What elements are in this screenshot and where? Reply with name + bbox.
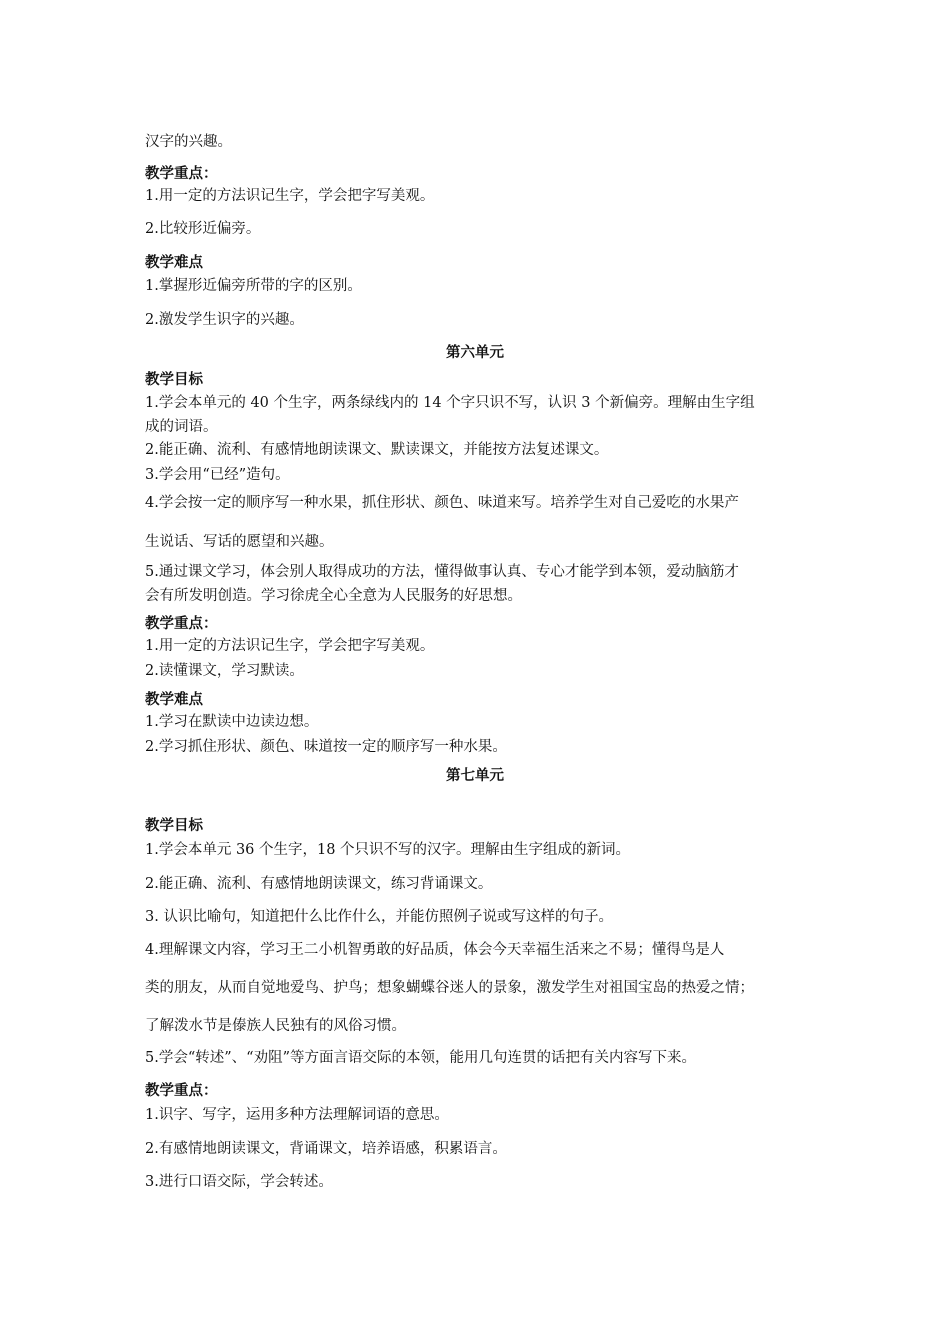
unit6-goal-line: 生说话、写话的愿望和兴趣。: [145, 534, 334, 550]
unit6-goal-line: 成的词语。: [145, 419, 218, 435]
unit5-key-points-heading: 教学重点：: [145, 166, 218, 182]
unit7-goal-line: 1.学会本单元 36 个生字，18 个只识不写的汉字。理解由生字组成的新词。: [145, 842, 631, 858]
unit6-goal-line: 2.能正确、流利、有感情地朗读课文、默读课文，并能按方法复述课文。: [145, 442, 609, 458]
unit7-goal-line: 5.学会“转述”、“劝阻”等方面言语交际的本领，能用几句连贯的话把有关内容写下来。: [145, 1050, 696, 1066]
unit6-goal-line: 1.学会本单元的 40 个生字，两条绿线内的 14 个字只识不写，认识 3 个新偏旁。理解由生字组: [145, 395, 755, 411]
unit6-key-point: 1.用一定的方法识记生字，学会把字写美观。: [145, 638, 435, 654]
unit6-goal-line: 4.学会按一定的顺序写一种水果，抓住形状、颜色、味道来写。培养学生对自己爱吃的水果产: [145, 495, 739, 511]
unit5-difficulties-heading: 教学难点: [145, 255, 203, 271]
unit5-key-point: 1.用一定的方法识记生字，学会把字写美观。: [145, 188, 435, 204]
unit7-key-point: 1.识字、写字，运用多种方法理解词语的意思。: [145, 1107, 449, 1123]
unit6-goal-line: 会有所发明创造。学习徐虎全心全意为人民服务的好思想。: [145, 588, 522, 604]
unit7-key-point: 3.进行口语交际，学会转述。: [145, 1174, 333, 1190]
unit7-key-points-heading: 教学重点：: [145, 1083, 218, 1099]
unit6-difficulty: 2.学习抓住形状、颜色、味道按一定的顺序写一种水果。: [145, 739, 507, 755]
unit5-difficulty: 2.激发学生识字的兴趣。: [145, 312, 304, 328]
unit5-difficulty: 1.掌握形近偏旁所带的字的区别。: [145, 278, 362, 294]
unit6-title: 第六单元: [446, 345, 504, 361]
unit7-goals-heading: 教学目标: [145, 818, 203, 834]
unit6-key-points-heading: 教学重点：: [145, 616, 218, 632]
unit7-key-point: 2.有感情地朗读课文，背诵课文，培养语感，积累语言。: [145, 1141, 507, 1157]
unit5-key-point: 2.比较形近偏旁。: [145, 221, 261, 237]
unit6-goal-line: 3.学会用“已经”造句。: [145, 467, 290, 483]
unit6-difficulties-heading: 教学难点: [145, 692, 203, 708]
unit6-goal-line: 5.通过课文学习，体会别人取得成功的方法，懂得做事认真、专心才能学到本领，爱动脑筋才: [145, 564, 739, 580]
unit7-goal-line: 2.能正确、流利、有感情地朗读课文，练习背诵课文。: [145, 876, 493, 892]
unit7-goal-line: 了解泼水节是傣族人民独有的风俗习惯。: [145, 1018, 406, 1034]
unit7-goal-line: 3. 认识比喻句，知道把什么比作什么，并能仿照例子说或写这样的句子。: [145, 909, 613, 925]
unit7-title: 第七单元: [446, 768, 504, 784]
unit7-goal-line: 类的朋友，从而自觉地爱鸟、护鸟；想象蝴蝶谷迷人的景象，激发学生对祖国宝岛的热爱之情；: [145, 980, 754, 996]
unit6-goals-heading: 教学目标: [145, 372, 203, 388]
unit6-key-point: 2.读懂课文，学习默读。: [145, 663, 304, 679]
unit6-difficulty: 1.学习在默读中边读边想。: [145, 714, 319, 730]
continuation-text: 汉字的兴趣。: [145, 134, 232, 150]
unit7-goal-line: 4.理解课文内容，学习王二小机智勇敢的好品质，体会今天幸福生活来之不易；懂得鸟是人: [145, 942, 725, 958]
